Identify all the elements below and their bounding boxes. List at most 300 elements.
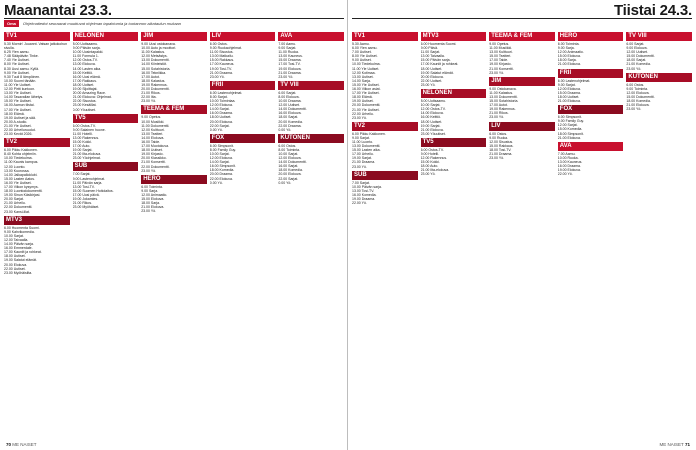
program-entry: 9.00 Ostokanava. — [489, 86, 517, 91]
program-entry: 21.00 Ilta-elokuva. — [72, 152, 102, 157]
program-entry: 15.00 Elokuva. — [557, 54, 581, 59]
program-entry: 13.00 Kulttuuri. — [489, 50, 513, 55]
program-entry: 22.00 Yö. — [557, 172, 573, 177]
program-entry: 15.00 Sotahistoria. — [489, 99, 519, 104]
program-entry: 13.00 Rakennus. — [72, 135, 100, 140]
program-entry: 16.00 Taide. — [141, 139, 161, 144]
program-entry: 20.00 Dokumentti. — [352, 103, 381, 108]
program-entry: 0.00 Yö. — [278, 127, 292, 132]
program-entry: 21.00 Ilta-elokuva. — [420, 168, 450, 173]
program-entry: 15.00 Päivän sarja. — [420, 58, 451, 63]
program-entry: 17.00 Uusi päivä. — [72, 192, 100, 197]
program-entry: 10.00 Draama. — [278, 99, 302, 104]
program-entry: 17.00 Autot. — [141, 74, 160, 79]
program-entry: 23.00 Kevät 2026. — [4, 132, 33, 137]
program-entry: 23.00 Myöhäiset. — [72, 205, 100, 210]
program-entry: 15.00 Draama. — [278, 58, 302, 63]
program-entry: 9.00 Salainen huone. — [72, 127, 106, 132]
program-entry: 10.00 Tiedekulma. — [352, 62, 381, 67]
program-entry: 16.00 Aamun tiistai. — [4, 103, 35, 108]
program-entry: 18.00 Sarjat. — [278, 115, 299, 120]
program-entry: 23.00 Yö. — [626, 66, 642, 71]
program-entry: 11.00 Kalastus. — [141, 50, 166, 55]
program-entry: 18.00 Sarja. — [557, 58, 577, 63]
listing-column — [4, 30, 70, 436]
program-entry: 10.00 Sarjat. — [209, 151, 230, 156]
program-entry: 12.00 Sisustus. — [489, 139, 514, 144]
channel-header: AVA — [278, 32, 344, 41]
program-entry: 16.00 Sarjat. — [278, 164, 299, 169]
program-entry: 12.00 Luonto. — [4, 164, 26, 169]
channel-header: MTV3 — [4, 216, 70, 225]
program-entry: 12.00 Elokuva. — [209, 103, 233, 108]
channel-header: NELONEN — [73, 32, 139, 41]
program-entry: 6.00 Ostos. — [489, 131, 508, 136]
channel-header: TV2 — [4, 138, 70, 147]
program-entry: 9.00 Family Guy. — [557, 119, 584, 124]
channel-header: SUB — [73, 162, 139, 171]
program-entry: 9.00 Sarjat. — [278, 46, 297, 51]
channel-header: TV VIII — [278, 81, 344, 90]
program-entry: 20.00 Elokuva. — [209, 119, 233, 124]
program-entry: 22.00 Sarjat. — [278, 176, 299, 181]
program-entry: 11.00 Ruoka. — [278, 50, 299, 55]
program-entry: 13.00 Elokuva. — [72, 62, 96, 67]
program-entry: 18.00 Tosi-TV. — [489, 147, 512, 152]
program-entry: 21.00 Draama. — [352, 160, 376, 165]
program-entry: 6.00 Huomenta Suomi. — [4, 225, 40, 230]
program-entry: 17.00 Rakkaus. — [72, 78, 97, 83]
program-entry: 13.00 Teatteri. — [141, 131, 164, 136]
program-entry: 21.00 Elokuva. — [557, 62, 581, 67]
channel-header: FRII — [210, 81, 276, 90]
program-entry: 23.00 Yö. — [209, 74, 225, 79]
program-entry: 21.00 Yle Uutiset. — [4, 123, 32, 128]
program-entry: 15.00 Rakkaus. — [209, 58, 235, 63]
program-entry: 7.40 Yle Uutiset. — [4, 58, 30, 63]
program-entry: 15.00 Lasten aika. — [352, 148, 381, 153]
program-entry: 21.00 Draama. — [278, 70, 302, 75]
program-entry: 18.00 Auto. — [420, 164, 439, 169]
program-entry: 8.00 Family Guy. — [209, 147, 236, 152]
program-entry: 20.00 Sarjat. — [4, 197, 24, 202]
program-entry: 8.00 Yle Uutiset. — [4, 62, 30, 67]
program-entry: 14.00 Jalkapalloklubi. — [4, 172, 38, 177]
program-entry: 11.00 Dokumentti. — [141, 123, 170, 128]
program-entry: 9.00 Ruokaohjelmat. — [209, 46, 242, 51]
program-entry: 12.00 Elokuva. — [557, 86, 581, 91]
program-entry: 18.00 Komedia. — [626, 99, 651, 104]
program-entry: 10.00 Auto ja moottori. — [141, 46, 177, 51]
program-entry: 11.00 Sarjat. — [420, 50, 441, 55]
program-entry: 12.00 Sarjat. — [557, 123, 578, 128]
program-entry: 13.00 Kauneus. — [557, 159, 583, 164]
channel-header: JIM — [489, 77, 555, 86]
program-entry: 19.00 Tosi-TV. — [209, 66, 232, 71]
program-entry: 17.00 Tosi-TV. — [278, 62, 301, 67]
program-entry: 7.00 Sarjat. — [352, 180, 370, 185]
program-entry: 12.00 Uutiset. — [278, 103, 300, 108]
program-entry: 10.00 Toimintaa. — [209, 99, 236, 104]
page-number: 70 — [6, 442, 12, 447]
program-entry: 17.00 Kauneus. — [209, 62, 235, 67]
program-entry: 10.00 Sarjat. — [278, 151, 299, 156]
program-entry: 15.00 Draama. — [557, 90, 581, 95]
program-entry: 19.00 Draama. — [352, 197, 376, 201]
program-entry: 6.00 Ylen aamu. — [352, 46, 378, 51]
program-entry: 16.00 Tekniikka. — [141, 70, 167, 75]
program-entry: 21.00 Elokuva. — [420, 127, 444, 132]
program-entry: 0.00 Yö. — [209, 127, 223, 132]
program-entry: 10.00 Uusintapakki. — [72, 50, 104, 55]
program-entry: 19.00 Uutiset. — [352, 99, 374, 104]
program-entry: 15.00 Sotahistoria. — [141, 66, 171, 71]
program-entry: 15.00 Teatteri. — [489, 54, 512, 59]
channel-header: NELONEN — [421, 89, 487, 98]
program-entry: 20.00 Klassikko. — [141, 156, 167, 161]
program-entry: 11.00 Musiikki. — [489, 46, 513, 51]
program-entry: 21.00 Rikos. — [72, 201, 93, 206]
program-entry: 6.00 Lastenohjelmat. — [209, 90, 243, 95]
program-entry: 23.00 Yö. — [141, 168, 157, 173]
program-entry: 23.00 Yöohjelmat. — [72, 156, 101, 161]
program-entry: 22.00 Dokumentti. — [4, 205, 33, 210]
program-entry: 18.00 Simpsonit. — [557, 131, 584, 136]
program-entry: 7.00 Uutiset. — [352, 50, 372, 55]
program-entry: 14.00 Elokuva. — [141, 135, 165, 140]
program-entry: 9.00 Sarjat. — [352, 135, 370, 140]
header-bar — [352, 18, 692, 27]
program-entry: 15.00 Keittiö. — [72, 70, 94, 75]
header-bar — [4, 18, 344, 27]
program-entry: 12.00 Uutiset. — [626, 50, 648, 55]
program-entry: 21.00 Elokuva. — [557, 99, 581, 104]
program-entry: 18.00 Uutiset. — [72, 82, 95, 87]
program-entry: 8.00 Elokuva. — [278, 94, 300, 99]
program-entry: 13.00 Taivaalla. — [420, 54, 445, 59]
program-entry: 13.00 Uutiset. — [352, 74, 374, 79]
program-entry: 8.40 Kohta ohjelmiin. — [4, 152, 37, 157]
listing-column — [558, 30, 624, 436]
program-entry: 18.00 Uutiset. — [209, 115, 232, 120]
program-entry: 8.00 Uutisaamu. — [420, 99, 447, 104]
program-entry: 6.00 Sarjat. — [626, 42, 645, 46]
program-entry: 13.00 Kuorossa. — [4, 168, 30, 173]
program-entry: 12.00 Rakennus. — [420, 156, 448, 161]
program-entry: 18.00 Elämä. — [352, 95, 373, 100]
program-entry: 9.00 Päivä. — [420, 46, 439, 51]
program-entry: 18.00 Kalastus. — [141, 78, 166, 83]
program-entry: 16.00 Keittiö. — [420, 115, 442, 120]
program-entry: 9.00 Kahvikomedia. — [4, 229, 35, 234]
channel-header: KUTONEN — [626, 73, 692, 82]
channel-header: TEEMA & FEM — [141, 105, 207, 114]
program-entry: 17.00 Muotokuva. — [141, 144, 170, 149]
program-entry: 12.00 Kotimaa. — [352, 70, 376, 75]
program-entry: 15.00 Dokumentti. — [626, 54, 655, 59]
program-entry: 9.00 Ruoka. — [489, 135, 509, 140]
listing-column — [278, 30, 344, 436]
program-entry: 17.00 Auto. — [72, 144, 91, 149]
program-entry: 20.00 Draama. — [209, 172, 233, 177]
program-entry: 10.00 Suomi tänään. — [4, 78, 37, 83]
program-entry: 21.00 Rikos. — [141, 91, 161, 96]
program-entry: 16.00 Viikon asiat. — [352, 87, 381, 92]
program-entry: 10.00 Ruoka. — [557, 155, 579, 160]
program-entry: 10.00 Musiikki. — [141, 119, 165, 124]
footer-left — [6, 442, 37, 447]
program-entry: 9.00 Yle Uutiset. — [4, 70, 30, 75]
program-entry: 16.00 Emmerdale. — [4, 246, 33, 251]
program-entry: 12.00 Pirtti kuntoon. — [4, 87, 36, 92]
program-entry: 19.00 Kirjasto. — [489, 62, 512, 67]
program-entry: 6.00 Ostos. — [209, 42, 228, 46]
program-entry: 23.00 Yö. — [141, 209, 157, 214]
program-entry: 20.00 Elokuva. — [4, 262, 28, 267]
program-entry: 5.30 Aamu. — [352, 42, 370, 46]
program-entry: 11.00 Kaunis kampus. — [4, 160, 39, 165]
program-entry: 18.00 Luontodokumentti. — [4, 189, 43, 194]
channel-header: FRII — [558, 69, 624, 78]
program-entry: 9.00 Sarjat. — [557, 82, 576, 87]
program-entry: 19.00 Salatut elämät. — [4, 258, 38, 263]
channel-header: AVA — [558, 142, 624, 151]
channel-header: JIM — [141, 32, 207, 41]
program-entry: 9.00 Elokuva. — [626, 46, 648, 51]
listing-column — [421, 30, 487, 436]
program-entry: 14.00 Sarjat. — [209, 107, 230, 112]
program-entry: 21.00 Draama. — [489, 151, 513, 156]
program-entry: 20.00 Elokuva. — [278, 172, 302, 177]
channel-header: LIV — [210, 32, 276, 41]
program-entry: 18.00 Komedia. — [209, 168, 235, 173]
program-entry: 10.00 Sarjat. — [420, 103, 441, 108]
program-entry: 9.00 Uutiset. — [352, 58, 372, 63]
program-entry: 8.00 Yle Uutiset. — [352, 54, 378, 59]
right-page — [348, 0, 696, 450]
program-entry: 17.00 Kauniit ja rohkeat. — [4, 250, 42, 255]
program-entry: 22.00 Elokuva. — [209, 176, 233, 181]
program-entry: 7.00 Aamu. — [557, 151, 576, 156]
page-number: 71 — [684, 442, 690, 447]
program-entry: 20.00 Amazing Race. — [72, 91, 106, 96]
program-entry: 9.00 Päivän sarja. — [72, 46, 101, 51]
program-entry: 18.00 Uutiset. — [420, 66, 443, 71]
program-entry: 13.00 Kauneus. — [278, 54, 303, 59]
program-entry: 21.00 Elokuva: Ohjelmat. — [72, 95, 112, 100]
program-entry: 6.00 Ostos. — [278, 143, 297, 148]
program-entry: 6.00 Simpsonit. — [209, 143, 234, 148]
program-entry: 17.00 Taide. — [489, 58, 509, 63]
program-entry: 23.00 Myöhäisilta. — [4, 270, 33, 275]
channel-header: TEEMA & FEM — [489, 32, 555, 41]
program-entry: 0.00 Yö. — [209, 180, 223, 185]
program-entry: 21.00 Konsertti. — [141, 160, 166, 165]
program-entry: 14.00 Sarja. — [352, 78, 371, 83]
magazine-name: ME NAISET — [659, 442, 684, 447]
program-entry: 6.00 Simpsonit. — [557, 115, 582, 120]
program-entry: 21.00 Elokuva. — [626, 103, 650, 108]
listing-column — [73, 30, 139, 436]
program-entry: 14.00 Tasavallan lähetys. — [4, 95, 44, 100]
footer-right — [660, 442, 690, 447]
program-entry: 13.00 Matkailu. — [209, 54, 234, 59]
program-entry: 6.00 Lastenohjelmat. — [557, 78, 591, 83]
program-entry: 19.00 Elokuva. — [278, 66, 302, 71]
program-entry: 10.00 Tiedekulma. — [4, 156, 33, 161]
program-entry: 16.00 Simpsonit. — [209, 164, 236, 169]
program-entry: 16.00 Elokuva. — [278, 111, 302, 116]
program-entry: 16.00 Draama. — [209, 111, 233, 116]
program-entry: 16.00 Komedia. — [352, 192, 377, 197]
channel-header: TV1 — [4, 32, 70, 41]
program-entry: 17.00 Kauniit ja rohkeat. — [420, 62, 459, 67]
program-entry: 18.00 Uutiset. — [420, 119, 443, 124]
listing-column — [352, 30, 418, 436]
channel-header: LIV — [489, 122, 555, 131]
program-entry: 23.00 Yö. — [489, 115, 505, 120]
channel-header: SUB — [352, 171, 418, 180]
channel-header: FOX — [210, 134, 276, 143]
program-entry: 15.00 Kokki. — [420, 160, 440, 165]
program-entry: 22.00 Sarjat. — [209, 123, 230, 128]
program-entry: 18.00 Uutiset. — [4, 254, 26, 259]
program-entry: 7.00 Sarjat. — [72, 172, 91, 177]
program-entry: 19.00 Rakennus. — [489, 107, 516, 112]
program-entry: 6.00 Huomenta Suomi. — [420, 42, 457, 46]
listing-columns — [352, 30, 692, 436]
program-entry: 9.00 Toiminta. — [626, 86, 649, 91]
program-entry: 6.00 Toiminta. — [557, 42, 580, 46]
channel-header: TV5 — [421, 138, 487, 147]
program-entry: 12.00 Metsästys. — [141, 54, 168, 59]
program-entry: 13.00 Tosi-TV. — [352, 188, 375, 193]
program-entry: 14.00 Kiinteistöt. — [141, 62, 168, 67]
program-entry: 18.00 Uutiset. — [557, 94, 580, 99]
program-entry: 21.00 Draama. — [209, 70, 233, 75]
program-entry: 12.00 Taivaalla. — [4, 237, 29, 242]
channel-header: FOX — [558, 105, 624, 114]
program-entry: 18.00 Komedia. — [278, 168, 303, 173]
program-entry: 18.00 Elämä. — [4, 111, 25, 116]
page-footer — [6, 442, 342, 447]
program-entry: 14.00 Päivän sarja. — [4, 242, 34, 247]
page-footer — [354, 442, 690, 447]
program-entry: 17.00 Yle Uutiset. — [352, 91, 380, 96]
program-entry: 11.00 Yle Uutiset. — [4, 82, 32, 87]
program-entry: 19.00 Rakennus. — [141, 82, 168, 87]
program-entry: 21.00 Urheilu. — [4, 201, 26, 206]
program-entry: 22.00 Urheiluruudut. — [4, 127, 36, 132]
program-entry: 5.30 Mornin' Juuannt. Vatsan jatkokohun sivulla. — [4, 42, 68, 51]
program-entry: 14.00 Sarjat. — [209, 160, 230, 165]
program-entry: 22.00 Sisustus. — [72, 99, 97, 104]
listing-column — [210, 30, 276, 436]
program-entry: 10.00 Päivän sarja. — [352, 184, 382, 189]
program-entry: 19.00 Elokuva. — [557, 168, 581, 173]
program-entry: 19.00 Sarjat. — [72, 148, 93, 153]
channel-header: KUTONEN — [278, 134, 344, 143]
program-entry: 21.00 Komedia. — [626, 62, 651, 67]
program-entry: 12.00 Kulttuuri. — [141, 127, 165, 132]
program-entry: 13.00 Yle Uutiset. — [4, 91, 32, 96]
brand-label: Oma — [4, 20, 19, 27]
program-entry: 23.00 Kansi-illat. — [4, 209, 30, 214]
program-entry: 14.00 Dokumentti. — [278, 160, 307, 165]
listing-columns — [4, 30, 344, 436]
program-entry: 6.25 Ylen aamu. — [4, 50, 30, 55]
program-entry: 15.00 Yle Uutiset. — [352, 82, 380, 87]
tagline: Ohjelmatiedot seuraavat muuttuvat ohjelman tapahtumia ja tuotannon aikataulun mukaan — [22, 20, 182, 26]
program-entry: 23.00 Yö. — [278, 74, 294, 79]
program-entry: 11.00 Päivän sarja. — [72, 180, 103, 185]
program-entry: 12.00 Elokuva. — [209, 156, 233, 161]
program-entry: 8.00 Toiminta. — [278, 147, 301, 152]
program-entry: 17.00 Autot. — [489, 103, 508, 108]
program-entry: 9.00 Opetus. — [489, 42, 510, 46]
listing-column — [489, 30, 555, 436]
program-entry: 19.00 Sijoittajat. — [72, 87, 98, 92]
program-entry: 20.00 Komedia. — [278, 119, 303, 124]
program-entry: 18.00 Sarja. — [141, 201, 161, 206]
program-entry: 6.00 Toiminta. — [141, 184, 163, 189]
program-entry: 8.00 Sarjat. — [209, 94, 228, 99]
program-entry: 9.30 Tuuli 8 lämpöinen. — [4, 74, 41, 79]
program-entry: 22.00 Draama. — [278, 123, 302, 128]
program-entry: 21.00 Konsertti. — [489, 66, 514, 71]
program-entry: 6.00 Ostos. — [626, 82, 645, 87]
program-entry: 12.00 Ostos-TV. — [420, 107, 446, 112]
program-entry: 12.00 Ostos-TV. — [72, 58, 98, 63]
channel-header: TV1 — [352, 32, 418, 41]
program-entry: 23.00 Yö. — [352, 164, 367, 169]
program-entry: 6.00 Ostos-TV. — [72, 123, 96, 128]
program-entry: 8.00 Uutisaamu. — [72, 42, 99, 46]
program-entry: 11.00 Luonto. — [352, 139, 374, 144]
program-entry: 19.00 Jokamies. — [72, 197, 99, 201]
program-entry: 15.00 Elokuva. — [141, 197, 165, 201]
program-entry: 16.00 Yle Uutiset. — [4, 180, 32, 185]
program-entry: 23.00 Yö. — [420, 172, 436, 177]
program-entry: 17.00 Yle Uutiset. — [4, 107, 32, 112]
program-entry: 23.00 Yö. — [489, 156, 505, 161]
program-entry: 22.00 Uutiset. — [4, 266, 26, 271]
program-entry: 9.00 Hotelli. — [420, 151, 440, 156]
program-entry: 10.00 Sarjat. — [4, 233, 24, 238]
program-entry: 23.00 Yö. — [141, 99, 157, 104]
program-entry: 13.00 Tosi-TV. — [72, 184, 95, 189]
program-entry: 13.00 Dokumentti. — [352, 144, 381, 149]
program-entry: 0.00 Yöuutiset. — [72, 107, 96, 112]
listing-column — [141, 30, 207, 436]
program-entry: 15.00 Suomen Hoitolaitos. — [72, 188, 114, 193]
program-entry: 7.48 Sääpäivän Tinke. — [4, 54, 39, 59]
program-entry: 11.00 Hotelli. — [72, 131, 93, 136]
program-entry: 6.00 Sarjat. — [278, 90, 297, 95]
day-title: Maanantai 23.3. — [4, 2, 112, 19]
program-entry: 12.00 Elokuva. — [278, 156, 302, 161]
program-entry: 6.00 Ostos-TV. — [420, 147, 444, 152]
program-entry: 11.00 Sisustus. — [209, 50, 234, 55]
program-entry: 15.00 Yle Uutiset. — [4, 99, 32, 104]
program-entry: 21.00 Elokuva. — [557, 135, 581, 140]
program-entry: 17.00 Urheilu. — [352, 152, 374, 157]
program-entry: 21.00 Elokuva. — [141, 205, 165, 210]
program-entry: 6.00 Pikku Kakkonen. — [352, 131, 386, 136]
program-entry: 8.30 Uusi aamu. Kyllä. — [4, 66, 40, 71]
program-entry: 7.00 Aamu. — [278, 42, 297, 46]
program-entry: 20.00 Elokuva. — [420, 74, 444, 79]
